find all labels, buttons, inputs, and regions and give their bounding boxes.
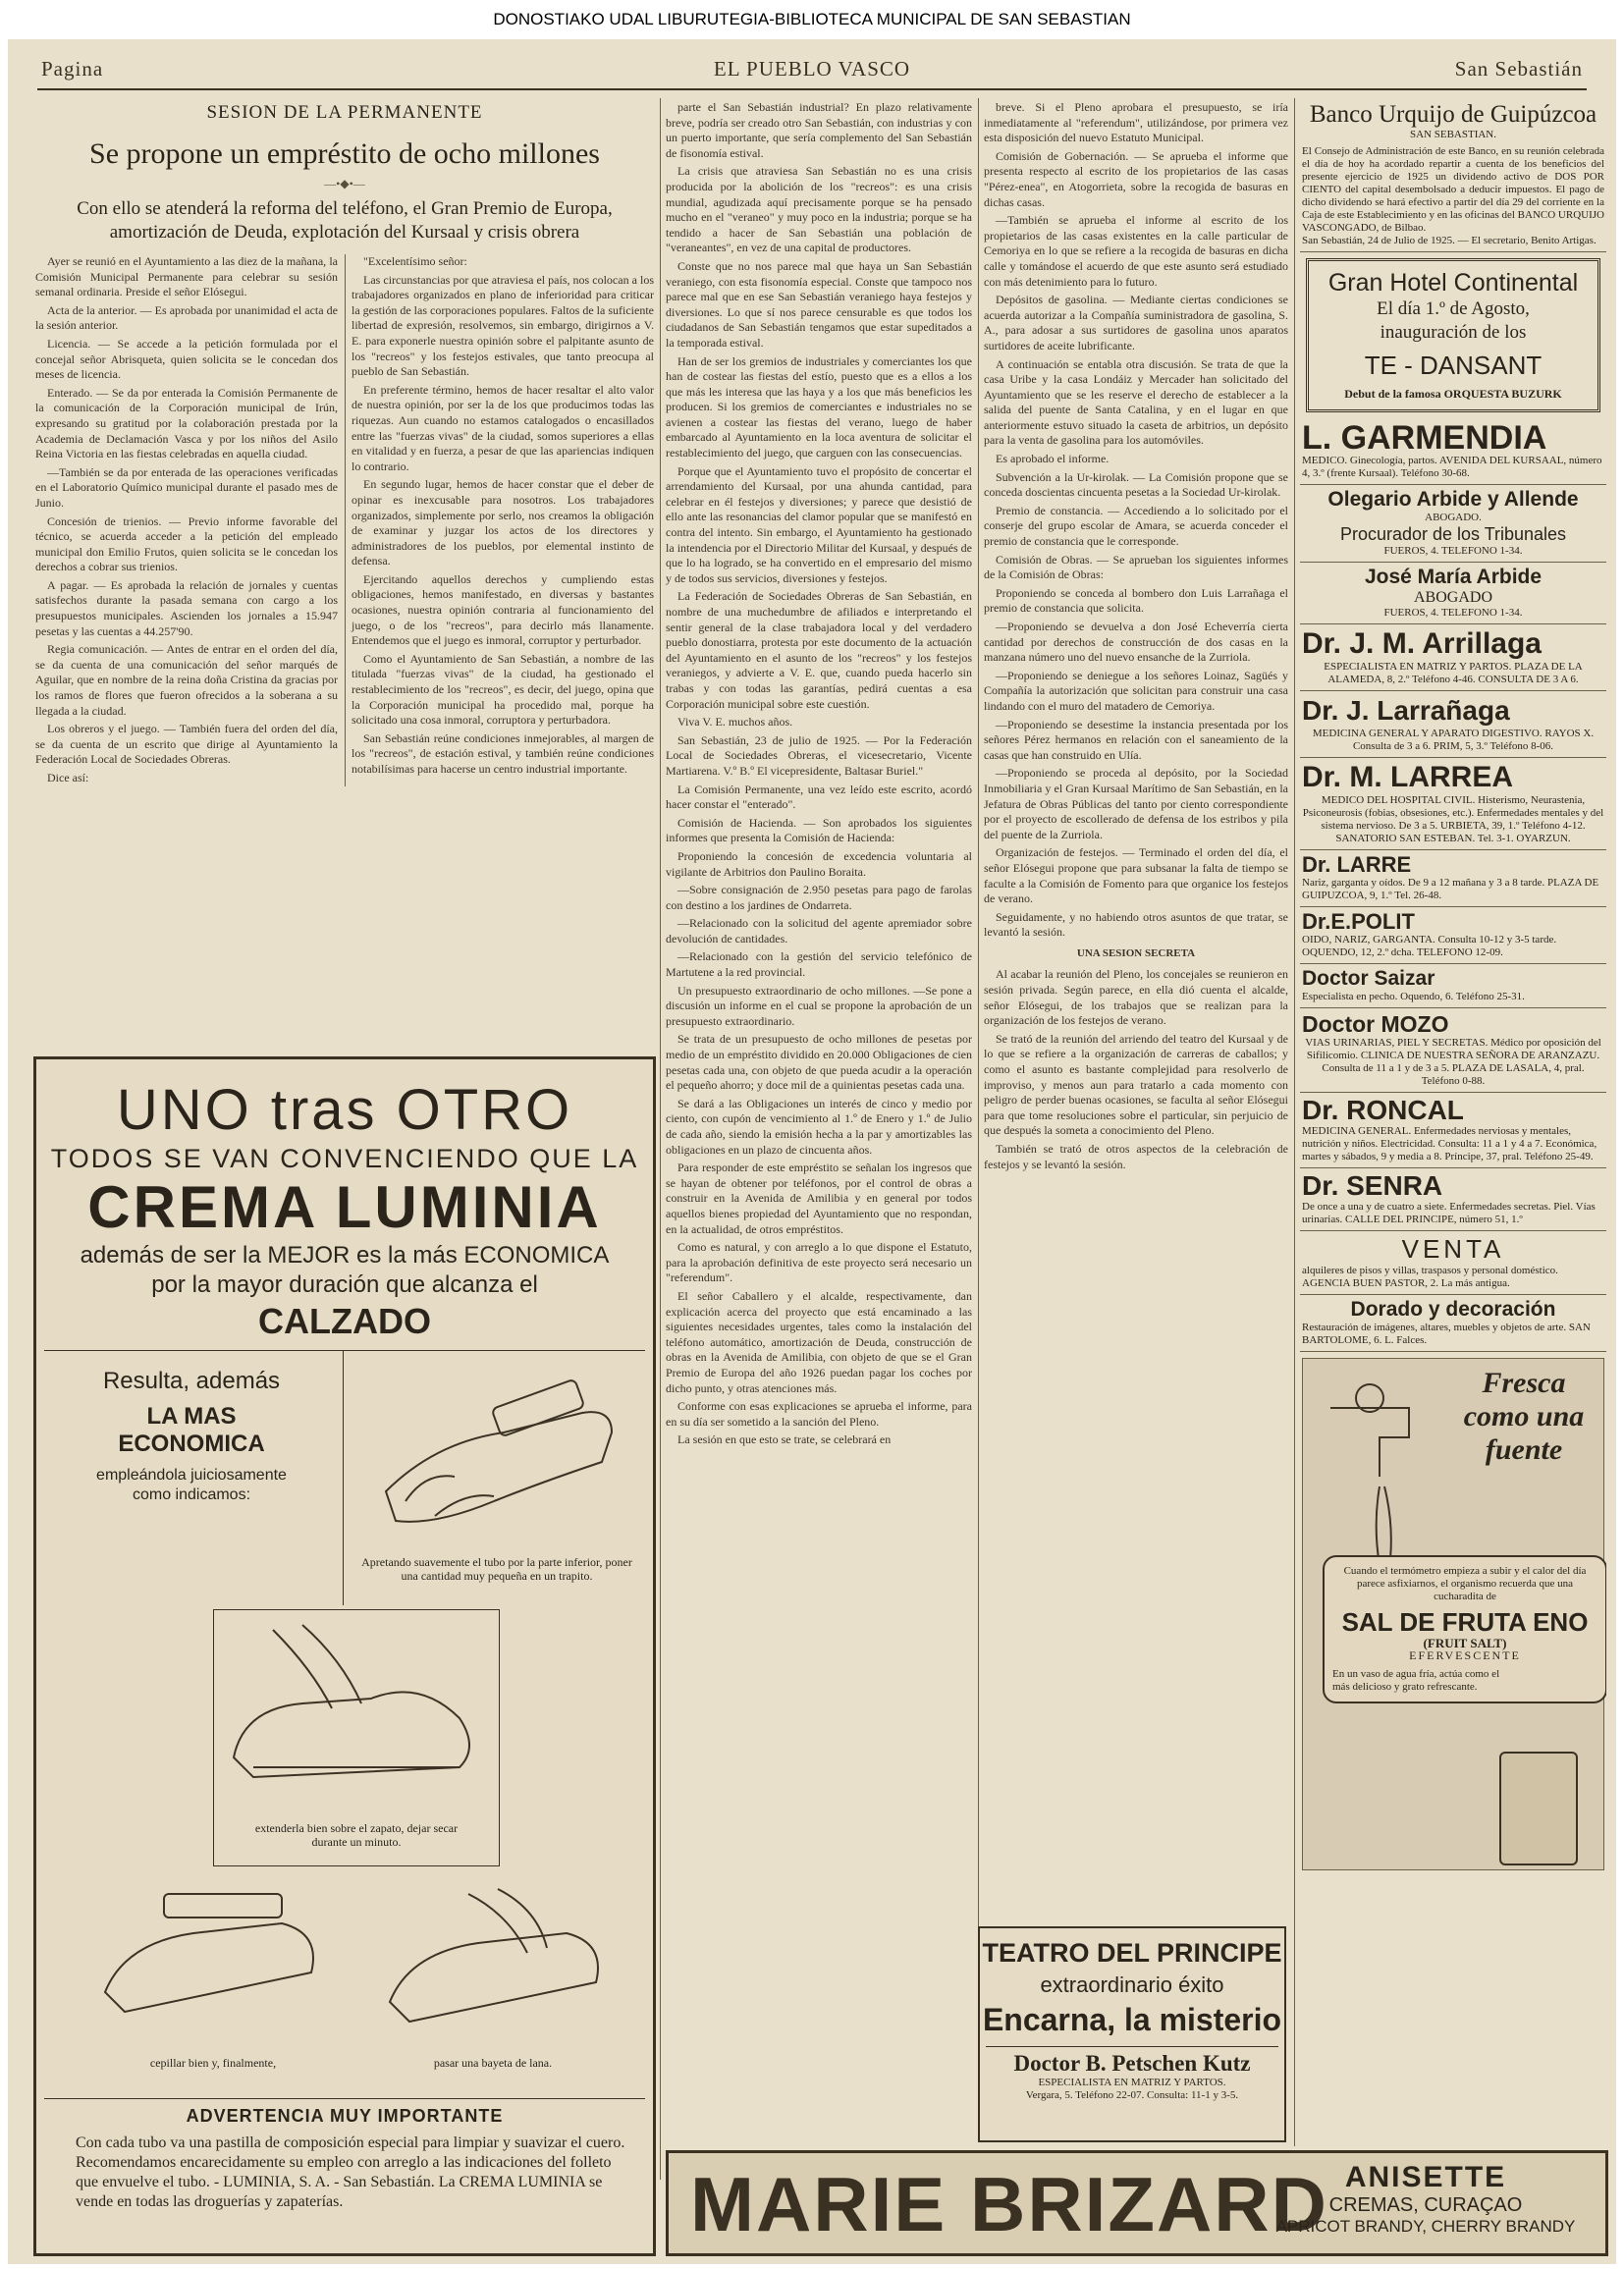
bank-body: El Consejo de Administración de este Banco, en su reunión celebrada el día de hoy ha acordado repartir a cuenta de los beneficios del presente ejercicio de 1925 un dividendo activo de DOS POR CIENTO del capital desembolsado a deducir impuestos. El pago de dicho dividendo se hará efectivo a partir del día 29 del corriente en la Caja de este Establecimiento y en las oficinas del BANCO URQUIJO VASCONGADO, de Bilbao. [1302, 145, 1604, 234]
eno-slogan: Fresca como una fuente [1463, 1367, 1585, 1466]
luminia-empleandola: empleándola juiciosamente como indicamos: [96, 1467, 287, 1503]
luminia-panel-brush [85, 1874, 341, 2090]
luminia-panel-tube [347, 1354, 647, 1605]
luminia-caption-4: pasar una bayeta de lana. [433, 2056, 553, 2070]
garmendia-ad [1300, 418, 1606, 485]
luminia-caption-3: cepillar bien y, finalmente, [149, 2056, 277, 2070]
senra-name: Dr. SENRA [1302, 1170, 1443, 1201]
saizar-ad [1300, 964, 1606, 1008]
marie-brizard-products [1264, 2161, 1588, 2237]
paragraph: Se trata de un presupuesto de ocho millones de pesetas por medio de un empréstito dividido en 20.000 Obligaciones de cien pesetas cada una, con objeto de que pueda acudir a la operación el pequeño ahorro; y doce mil de a quinientas pesetas cada una. [666, 1032, 972, 1093]
venta-title: VENTA [1401, 1234, 1505, 1264]
brandy-label: APRICOT BRANDY, CHERRY BRANDY [1275, 2217, 1576, 2236]
teatro-title: TEATRO DEL PRINCIPE [982, 1938, 1282, 1968]
newspaper-page [8, 39, 1616, 2264]
mozo-info: VIAS URINARIAS, PIEL Y SECRETAS. Médico por oposición del Sifilicomio. CLINICA DE NUESTRA SEÑORA DE ARANZAZU. Consulta de 11 a 1 y de 3 a 5. PLAZA DE LASALA, 4, pral. Teléfono 0-88. [1305, 1037, 1601, 1087]
paragraph: San Sebastián reúne condiciones inmejorables, al margen de los "recreos", de estación estival, y también reúne condiciones notabilísimas para hacerse un centro industrial importante. [352, 730, 654, 776]
paragraph: Comisión de Obras. — Se aprueban los siguientes informes de la Comisión de Obras: [984, 552, 1288, 582]
larrea-name: Dr. M. LARREA [1302, 761, 1514, 793]
paragraph: En segundo lugar, hemos de hacer constar que el deber de opinar es inexcusable para nosotros. Los trabajadores organizados, simplemente por serlo, nos creamos la obligación de examinar y juzgar los actos de los directores y administradores de los pueblos, por elemental instinto de defensa. [352, 477, 654, 568]
polit-ad [1300, 907, 1606, 964]
paragraph: Como es natural, y con arreglo a lo que dispone el Estatuto, para la aprobación definitiva de este proyecto será necesario un "referendum". [666, 1240, 972, 1285]
paragraph: Comisión de Hacienda. — Son aprobados los siguientes informes que presenta la Comisión de Hacienda: [666, 815, 972, 845]
paragraph: A pagar. — Es aprobada la relación de jornales y cuentas satisfechos durante la pasada semana con cargo a los presupuestos municipales. Ascienden los jornales a 15.947 pesetas y las cuentas a 44.257'90. [35, 577, 338, 638]
paragraph: Subvención a la Ur-kirolak. — La Comisión propone que se conceda doscientas cincuenta pesetas a la Sociedad Ur-kirolak. [984, 469, 1288, 500]
paragraph: Organización de festejos. — Terminado el orden del día, el señor Elósegui propone que para subsanar la falta de tiempo se faculte a la Comisión de Fomento para que organice los festejos de verano. [984, 845, 1288, 906]
paragraph: Depósitos de gasolina. — Mediante ciertas condiciones se acuerda autorizar a la Compañía suministradora de gasolina, S. A., para adosar a sus surtidores de gasolina unos aparatos surtidores de aceite lubrificante. [984, 293, 1288, 352]
archive-banner: DONOSTIAKO UDAL LIBURUTEGIA-BIBLIOTECA MUNICIPAL DE SAN SEBASTIAN [0, 0, 1624, 39]
bank-city: SAN SEBASTIAN. [1409, 129, 1496, 140]
garmendia-info: MEDICO. Ginecología, partos. AVENIDA DEL KURSAAL, número 4, 3.º (frente Kursaal). Teléfono 30-68. [1302, 455, 1602, 479]
saizar-name: Doctor Saizar [1302, 967, 1435, 990]
paragraph: Como el Ayuntamiento de San Sebastián, a nombre de las titulada "fuerzas vivas" de la ciudad, ha gestionado el restablecimiento de los "recreos", es decir, del juego, opina que la Corporación municipal ha procedido mal, porque ha solicitado una cosa inmoral, corruptora y perturbadora. [352, 651, 654, 728]
saizar-info: Especialista en pecho. Oquendo, 6. Teléfono 25-31. [1302, 991, 1525, 1002]
article-col3 [984, 100, 1288, 1926]
marie-brizard-ad [666, 2150, 1608, 2256]
paragraph: Viva V. E. muchos años. [677, 715, 793, 729]
luminia-line2: TODOS SE VAN CONVENCIENDO QUE LA [50, 1144, 639, 1173]
paragraph: Conste que no nos parece mal que haya un San Sebastián veraniego, con esta fisonomía especial. Conste que tampoco nos parece mal que en ese San Sebastián veraniego haya festejos y diversiones. Lo que sí nos parece censurable es que todos los ciudadanos de San Sebastián tengamos que estar supeditados a la temporada estival. [666, 258, 972, 350]
paragraph: Concesión de trienios. — Previo informe favorable del técnico, se acuerda acceder a la petición del empleado municipal don Emilio Frutos, quien solicita se le concedan los derechos a cobrar sus trienios. [35, 513, 338, 574]
mozo-ad [1300, 1008, 1606, 1093]
venta-ad [1300, 1231, 1606, 1295]
polit-info: OIDO, NARIZ, GARGANTA. Consulta 10-12 y 3-5 tarde. OQUENDO, 12, 2.º dcha. TELEFONO 12-09. [1302, 934, 1557, 958]
cloth-shoe-illustration [360, 1874, 625, 2051]
eno-copy: Cuando el termómetro empieza a subir y el calor del día parece asfixiarnos, el organismo recuerda que una cucharadita de [1343, 1565, 1587, 1602]
larrea-info: MEDICO DEL HOSPITAL CIVIL. Histerismo, Neurastenia, Psiconeurosis (fobias, obsesiones, etc.). Enfermedades mentales y del sistema nervioso. De 3 a 5. URBIETA, 39, 1.º Teléfono 4-12. SANATORIO SAN ESTEBAN. Tel. 3-1. OYARZUN. [1302, 794, 1604, 844]
petschen-spec: ESPECIALISTA EN MATRIZ Y PARTOS. [1038, 2077, 1226, 2088]
bank-notice [1300, 98, 1606, 252]
paragraph: "Excelentísimo señor: [363, 254, 467, 268]
eno-copy-2: En un vaso de agua fría, actúa como el más delicioso y grato refrescante. [1332, 1668, 1500, 1693]
paragraph: San Sebastián, 23 de julio de 1925. — Por la Federación Local de Sociedades Obreras, el vicesecretario, Vicente Martiarena. V.º B.º El vicepresidente, Baltasar Buriel." [666, 732, 972, 778]
paragraph: Un presupuesto extraordinario de ocho millones. —Se pone a discusión un informe en el cual se propone la aprobación de un presupuesto extraordinario. [666, 983, 972, 1028]
eno-copy-box [1323, 1555, 1606, 1703]
venta-info: alquileres de pisos y villas, traspasos y personal doméstico. AGENCIA BUEN PASTOR, 2. La más antigua. [1302, 1265, 1558, 1289]
teatro-show: Encarna, la misterio [982, 2002, 1282, 2037]
luminia-mas: LA MAS [146, 1403, 237, 1430]
hand-tube-illustration [347, 1354, 647, 1550]
article-body-1 [35, 254, 654, 786]
paragraph: —Proponiendo se proceda al depósito, por la Sociedad Inmobiliaria y el Gran Kursaal Marítimo de San Sebastián, en la Jefatura de Obras Públicas del tanto por ciento correspondiente por el proyecto de escollerado de defensa de los estribos y pila del puente de la Zurriola. [984, 766, 1288, 841]
anisette-label: ANISETTE [1344, 2161, 1507, 2193]
luminia-product: CREMA LUMINIA [87, 1174, 602, 1240]
luminia-panel-apply [213, 1609, 500, 1866]
header-rule [37, 88, 1587, 90]
arrillaga-ad [1300, 624, 1606, 691]
hotel-title: Gran Hotel Continental [1327, 269, 1579, 297]
column-rule [660, 98, 661, 2180]
luminia-panel-cloth [360, 1874, 625, 2090]
larrea-ad [1300, 758, 1606, 850]
column-rule [978, 98, 979, 1934]
larranaga-info: MEDICINA GENERAL Y APARATO DIGESTIVO. RAYOS X. Consulta de 3 a 6. PRIM, 5, 3.º Teléfono 8-06. [1312, 728, 1595, 752]
paragraph: —Relacionado con la solicitud del agente apremiador sobre devolución de cantidades. [666, 916, 972, 945]
paragraph: Seguidamente, y no habiendo otros asuntos de que tratar, se levantó la sesión. [984, 909, 1288, 940]
paragraph: La Comisión Permanente, una vez leído este escrito, acordó hacer constar el "enterado". [666, 782, 972, 812]
bank-sign: San Sebastián, 24 de Julio de 1925. — El secretario, Benito Artigas. [1302, 235, 1597, 246]
eno-fruit-salt: (FRUIT SALT) [1423, 1636, 1507, 1650]
paragraph: Ejercitando aquellos derechos y cumpliendo estas obligaciones, hemos manifestado, en diversas y bastantes ocasiones, nuestra opinión contraria al funcionamiento del juego, o de los "recreos", para decirlo más llanamente. Entendemos que el juego es inmoral, corruptor y perturbador. [352, 571, 654, 648]
senra-info: De once a una y de cuatro a siete. Enfermedades secretas. Piel. Vías urinarias. CALLE DEL PRINCIPE, número 51, 1.º [1302, 1201, 1596, 1225]
paragraph: Regia comunicación. — Antes de entrar en el orden del día, se da cuenta de una comunicación del señor marqués de Aguilar, que en nombre de la reina doña Cristina da gracias por los ramos de flores que fueron ofrecidos a la soberana a su llegada a la ciudad. [35, 642, 338, 718]
article-headline: Se propone un empréstito de ocho millones [89, 137, 600, 170]
paragraph: Para responder de este empréstito se señalan los ingresos que se hayan de obtener por teléfonos, por el control de obras a construir en la Avenida de Amilibia y en general por todos aquellos bienes propiedad del Ayuntamiento que no respondan, en la actualidad, de otros empréstitos. [666, 1161, 972, 1236]
luminia-caption-2: extenderla bien sobre el zapato, dejar secar durante un minuto. [254, 1821, 459, 1849]
paragraph: A continuación se entabla otra discusión. Se trata de que la casa Uribe y la casa Londáiz y Mercader han solicitado del Ayuntamiento que se les reserve el derecho de establecer a la salida del puente de Santa Catalina, y en el lugar en que anteriormente estuvo situado la caseta de arbitrios, un depósito para la venta de gasolina para los automóviles. [984, 356, 1288, 448]
olegario-procurador: Procurador de los Tribunales [1339, 524, 1567, 544]
paragraph: Porque que el Ayuntamiento tuvo el propósito de concertar el arrendamiento del Kursaal, por una ahunda cantidad, para celebrar en él festejos y diversiones; y parece que desistió de ello ante las resonancias del clamor popular que se manifestó en contra del intento. Sin embargo, el Ayuntamiento ha gestionado la intendencia por el Directorio Militar del Kursaal, y después de que lo ha logrado, se ha convertido en el empresario del mismo y de todos sus servicios, diversiones y festejos. [666, 463, 972, 585]
paragraph: Se dará a las Obligaciones un interés de cinco y medio por ciento, con cupón de vencimiento al 1.º de Enero y 1.º de Julio de cada año, siendo la emisión hecha a la par y amortizables las obligaciones en un plazo de cincuenta años. [666, 1096, 972, 1157]
paragraph: parte el San Sebastián industrial? En plazo relativamente breve, podría ser creado otro San Sebastián, con industrias y con un puerto importante, que sería complemento del San Sebastián de fisonomía estival. [666, 100, 972, 160]
teatro-line: extraordinario éxito [1040, 1972, 1224, 1997]
arrillaga-info: ESPECIALISTA EN MATRIZ Y PARTOS. PLAZA DE LA ALAMEDA, 8, 2.º Teléfono 4-46. CONSULTA DE 3 A 6. [1324, 661, 1583, 685]
masthead: EL PUEBLO VASCO [713, 57, 911, 81]
dorado-info: Restauración de imágenes, altares, muebles y objetos de arte. SAN BARTOLOME, 6. L. Falces. [1302, 1322, 1591, 1346]
luminia-line4: por la mayor duración que alcanza el [151, 1271, 538, 1298]
dorado-title: Dorado y decoración [1350, 1298, 1556, 1321]
roncal-name: Dr. RONCAL [1302, 1095, 1464, 1125]
paragraph: Han de ser los gremios de industriales y comerciantes los que han de costear las fiestas del estío, puesto que es a ellos a los que más les interesa que las haya y a los que más beneficios les producen. Si los gremios de comerciantes e industriales no se avienen a costear las fiestas del verano, luego de haber embarcado al Ayuntamiento en la loca aventura de solicitar el restablecimiento del juego, que carguen con las consecuencias. [666, 353, 972, 460]
paragraph: —Proponiendo se devuelva a don José Echeverría cierta cantidad por derechos de construcción de dos casas en la manzana número uno del nuevo ensanche de la Zurriola. [984, 620, 1288, 665]
paragraph: Al acabar la reunión del Pleno, los concejales se reunieron en sesión privada. Según parece, en ella dió cuenta el alcalde, señor Elósegui, de los trabajos que se realizan para la organización de los festejos de verano. [984, 967, 1288, 1028]
article-kicker: SESION DE LA PERMANENTE [206, 102, 483, 123]
paragraph: —Proponiendo se deniegue a los señores Loinaz, Sagüés y Compañía la autorización que solicitan para construir una casa lindando con el muro del matadero de Cemoriya. [984, 668, 1288, 713]
paragraph: breve. Si el Pleno aprobara el presupuesto, se iría inmediatamente al "referendum", utilizándose, por primera vez esta disposición del nuevo Estatuto Municipal. [984, 100, 1288, 145]
petschen-name: Doctor B. Petschen Kutz [1013, 2051, 1251, 2076]
paragraph: Dice así: [47, 771, 89, 784]
paragraph: Se trató de la reunión del arriendo del teatro del Kursaal y de lo que se refiere a la organización de carreras de caballos; y como el asunto es bastante complejidad para resolverlo de improviso, y menos aun para tratarlo a cada momento con peligro de perder buenas ocasiones, se faculta al señor Elósegui para que tome resoluciones sobre el particular, sin perjuicio de que después la someta a conocimiento del Pleno. [984, 1031, 1288, 1138]
paragraph: Los obreros y el juego. — También fuera del orden del día, se da cuenta de un escrito que dirige al Ayuntamiento la Federación Local de Sociedades Obreras. [35, 722, 338, 767]
olegario-role: ABOGADO. [1425, 512, 1482, 523]
luminia-warning-title: ADVERTENCIA MUY IMPORTANTE [186, 2106, 504, 2126]
crema-luminia-ad [33, 1056, 656, 2256]
larre-info: Nariz, garganta y oídos. De 9 a 12 mañana y 3 a 8 tarde. PLAZA DE GUIPUZCOA, 9, 1.º Tel. 26-48. [1302, 877, 1599, 901]
paragraph: Ayer se reunió en el Ayuntamiento a las diez de la mañana, la Comisión Municipal Permanente para celebrar su sesión semanal ordinaria. Preside el señor Elósegui. [35, 254, 338, 299]
luminia-calzado: CALZADO [258, 1301, 431, 1341]
roncal-info: MEDICINA GENERAL. Enfermedades nerviosas y mentales, nutrición y niños. Electricidad. Consulta: 11 a 1 y 4 a 7. Económica, martes y sábados, 9 y media a 8. Príncipe, 37, pral. Teléfono 25-49. [1302, 1125, 1597, 1162]
paragraph: —También se aprueba el informe al escrito de los propietarios de las casas existentes en la calle particular de Cemoriya en lo que se refiere a la recogida de basuras en dicha calle y tomándose el acuerdo de que este asunto será estudiado con más detenimiento para lo futuro. [984, 213, 1288, 289]
city-label: San Sebastián [1454, 57, 1583, 81]
article-col1 [35, 96, 654, 1047]
hotel-continental-ad [1306, 258, 1600, 412]
brush-shoe-illustration [85, 1874, 341, 2051]
olegario-name: Olegario Arbide y Allende [1327, 488, 1579, 511]
luminia-panel-intro [44, 1350, 339, 1605]
hotel-te-dansant: TE - DANSANT [1364, 351, 1543, 380]
paragraph: El señor Caballero y el alcalde, respectivamente, dan explicación acerca del proyecto que está encaminado a las siguientes necesidades urgentes, tales como la instalación del teléfono automático, amortización de Deuda, construcción de obras en la Avenida de Amilibia, con objeto de que se el Gran Premio de Europa del año 1926 puedan pagar los coches por dicho punto, y otras atenciones más. [666, 1288, 972, 1395]
classifieds-column [1300, 98, 1606, 2146]
polit-name: Dr.E.POLIT [1302, 909, 1415, 934]
paragraph: Es aprobado el informe. [996, 452, 1110, 466]
luminia-line3: además de ser la MEJOR es la más ECONOMICA [80, 1242, 610, 1269]
luminia-warning-body: Con cada tubo va una pastilla de composición especial para limpiar y suavizar el cuero. Recomendamos encarecidamente su empleo con arreglo a las indicaciones del folleto que envuelve el tubo. - LUMINIA, S. A. - San Sebastián. La CREMA LUMINIA se vende en todas las droguerías y zapaterías. [76, 2134, 625, 2210]
paragraph: Proponiendo la concesión de excedencia voluntaria al vigilante de Arbitrios don Paulino Boraita. [666, 848, 972, 879]
mozo-name: Doctor MOZO [1302, 1011, 1449, 1037]
senra-ad [1300, 1168, 1606, 1231]
paragraph: Acta de la anterior. — Es aprobada por unanimidad el acta de la sesión anterior. [35, 302, 338, 333]
paragraph: La crisis que atraviesa San Sebastián no es una crisis producida por la abolición de los "recreos": es una crisis mundial, agudizada aquí precisamente porque se ha pensado mucho en el "veraneo" y muy poco en la industria; porque se ha tendido a hacer de San Sebastián una población de "veraneantes", en vez de una capital de productores. [666, 164, 972, 255]
paragraph: También se trató de otros aspectos de la celebración de festejos y se levantó la sesión. [984, 1142, 1288, 1171]
jose-arbide-role: ABOGADO [1414, 589, 1492, 606]
luminia-resulta: Resulta, además [102, 1368, 281, 1394]
paragraph: Premio de constancia. — Accediendo a lo solicitado por el conserje del grupo escolar de Amara, se acuerda conceder el premio de constancia que le corresponde. [984, 503, 1288, 549]
jose-arbide-name: José María Arbide [1364, 566, 1543, 588]
dorado-ad [1300, 1295, 1606, 1352]
jose-arbide-ad [1300, 563, 1606, 624]
bank-title: Banco Urquijo de Guipúzcoa [1309, 101, 1597, 128]
article-subhead: Con ello se atenderá la reforma del teléfono, el Gran Premio de Europa, amortización de Deuda, explotación del Kursaal y crisis obrera [77, 198, 613, 243]
eno-fruit-salt-ad [1302, 1358, 1604, 1870]
paragraph: Las circunstancias por que atraviesa el país, nos colocan a los trabajadores organizados en plano de inferioridad para criticar la gestión de las corporaciones populares. Faltos de la suficiente libertad de expresión, resolvemos, sin embargo, dirigirnos a V. E. para exponerle nuestra opinión sobre el palpitante asunto de los "recreos" y los festejos estivales, que tanto preocupa al pueblo de San Sebastián. [352, 272, 654, 379]
hotel-debut: Debut de la famosa ORQUESTA BUZURK [1344, 387, 1562, 401]
eno-brand: SAL DE FRUTA ENO [1341, 1607, 1589, 1637]
luminia-economica: ECONOMICA [118, 1431, 265, 1457]
paragraph: Enterado. — Se da por enterada la Comisión Permanente de la comunicación de la Corporación municipal de Irún, expresando su gratitud por la colaboración prestada por la Academia de Declamación Vasca y por los niños del Asilo Reina Victoria en las fiestas celebradas en aquella ciudad. [35, 385, 338, 461]
paragraph: —Proponiendo se desestime la instancia presentada por los señores Pérez hermanos en relación con el saneamiento de la casas que han construido en Ulía. [984, 717, 1288, 762]
article-col2 [666, 100, 972, 2123]
eno-efervescente: EFERVESCENTE [1409, 1648, 1521, 1662]
teatro-principe-ad [978, 1926, 1286, 2142]
garmendia-name: L. GARMENDIA [1302, 419, 1547, 457]
petschen-addr: Vergara, 5. Teléfono 22-07. Consulta: 11-1 y 3-5. [1025, 2089, 1239, 2101]
larranaga-ad [1300, 691, 1606, 758]
paragraph: La sesión en que esto se trate, se celebrará en [677, 1432, 892, 1447]
larre-ad [1300, 850, 1606, 907]
larre-name: Dr. LARRE [1302, 852, 1412, 877]
ornament: —•◆•— [324, 177, 365, 190]
paragraph: Conforme con esas explicaciones se aprueba el informe, para en su día ser sometido a la sanción del Pleno. [666, 1399, 972, 1429]
paragraph: En preferente término, hemos de hacer resaltar el alto valor de nuestra opinión, por ser la de los que producimos todas las riquezas. Aun cuando no estamos catalogados o encasillados entre las "fuerzas vivas" de la ciudad, somos superiores a ellas en vitalidad y en fuerza, a pesar de que las apariencias indiquen lo contrario. [352, 382, 654, 473]
paragraph: Proponiendo se conceda al bombero don Luis Larrañaga el premio de constancia que solicita. [984, 585, 1288, 616]
hotel-inauguration: El día 1.º de Agosto, inauguración de los [1377, 298, 1530, 343]
shoe-apply-illustration [214, 1610, 497, 1816]
paragraph: —También se da por enterada de las operaciones verificadas en el Laboratorio Químico municipal durante el pasado mes de Junio. [35, 464, 338, 510]
luminia-uno-tras-otro: UNO tras OTRO [116, 1078, 573, 1142]
arrillaga-name: Dr. J. M. Arrillaga [1302, 627, 1542, 660]
jose-arbide-addr: FUEROS, 4. TELEFONO 1-34. [1383, 607, 1523, 619]
olegario-addr: FUEROS, 4. TELEFONO 1-34. [1383, 545, 1523, 557]
olegario-ad [1300, 485, 1606, 563]
secret-session-title: UNA SESION SECRETA [1076, 946, 1196, 959]
paragraph: Licencia. — Se accede a la petición formulada por el concejal señor Abrisqueta, quien solicita se le concedan dos meses de licencia. [35, 336, 338, 382]
roncal-ad [1300, 1093, 1606, 1168]
paragraph: —Sobre consignación de 2.950 pesetas para pago de farolas con destino a los jardines de Ondarreta. [666, 883, 972, 912]
paragraph: Comisión de Gobernación. — Se aprueba el informe que presenta respecto al escrito de los propietarios de las casas "Pérez-enea", en Atogorrieta, sobre la recogida de basuras en dichas casas. [984, 148, 1288, 209]
paragraph: —Relacionado con la gestión del servicio telefónico de Martutene a la red provincial. [666, 949, 972, 980]
page-label: Pagina [41, 57, 104, 81]
cremas-label: CREMAS, CURAÇAO [1328, 2194, 1523, 2216]
column-rule [1294, 98, 1295, 2146]
eno-bottle-icon [1499, 1752, 1578, 1865]
paragraph: La Federación de Sociedades Obreras de San Sebastián, en nombre de una muchedumbre de afiliados e interpretando el sentir general de la clase trabajadora local y del verdadero pueblo donostiarra, protesta por este documento de la actuación del Ayuntamiento en el asunto de los "recreos" y los festejos veraniegos, y advierte a V. E. que, cuando pueda hacerlo sin trabas y con todas las garantías, pedirá cuentas a esa Corporación municipal sobre este cuestión. [666, 589, 972, 711]
luminia-caption-1: Apretando suavemente el tubo por la parte inferior, poner una cantidad muy pequeña en un trapito. [361, 1555, 632, 1583]
marie-brizard-brand: MARIE BRIZARD [690, 2161, 1328, 2247]
larranaga-name: Dr. J. Larrañaga [1302, 695, 1510, 726]
